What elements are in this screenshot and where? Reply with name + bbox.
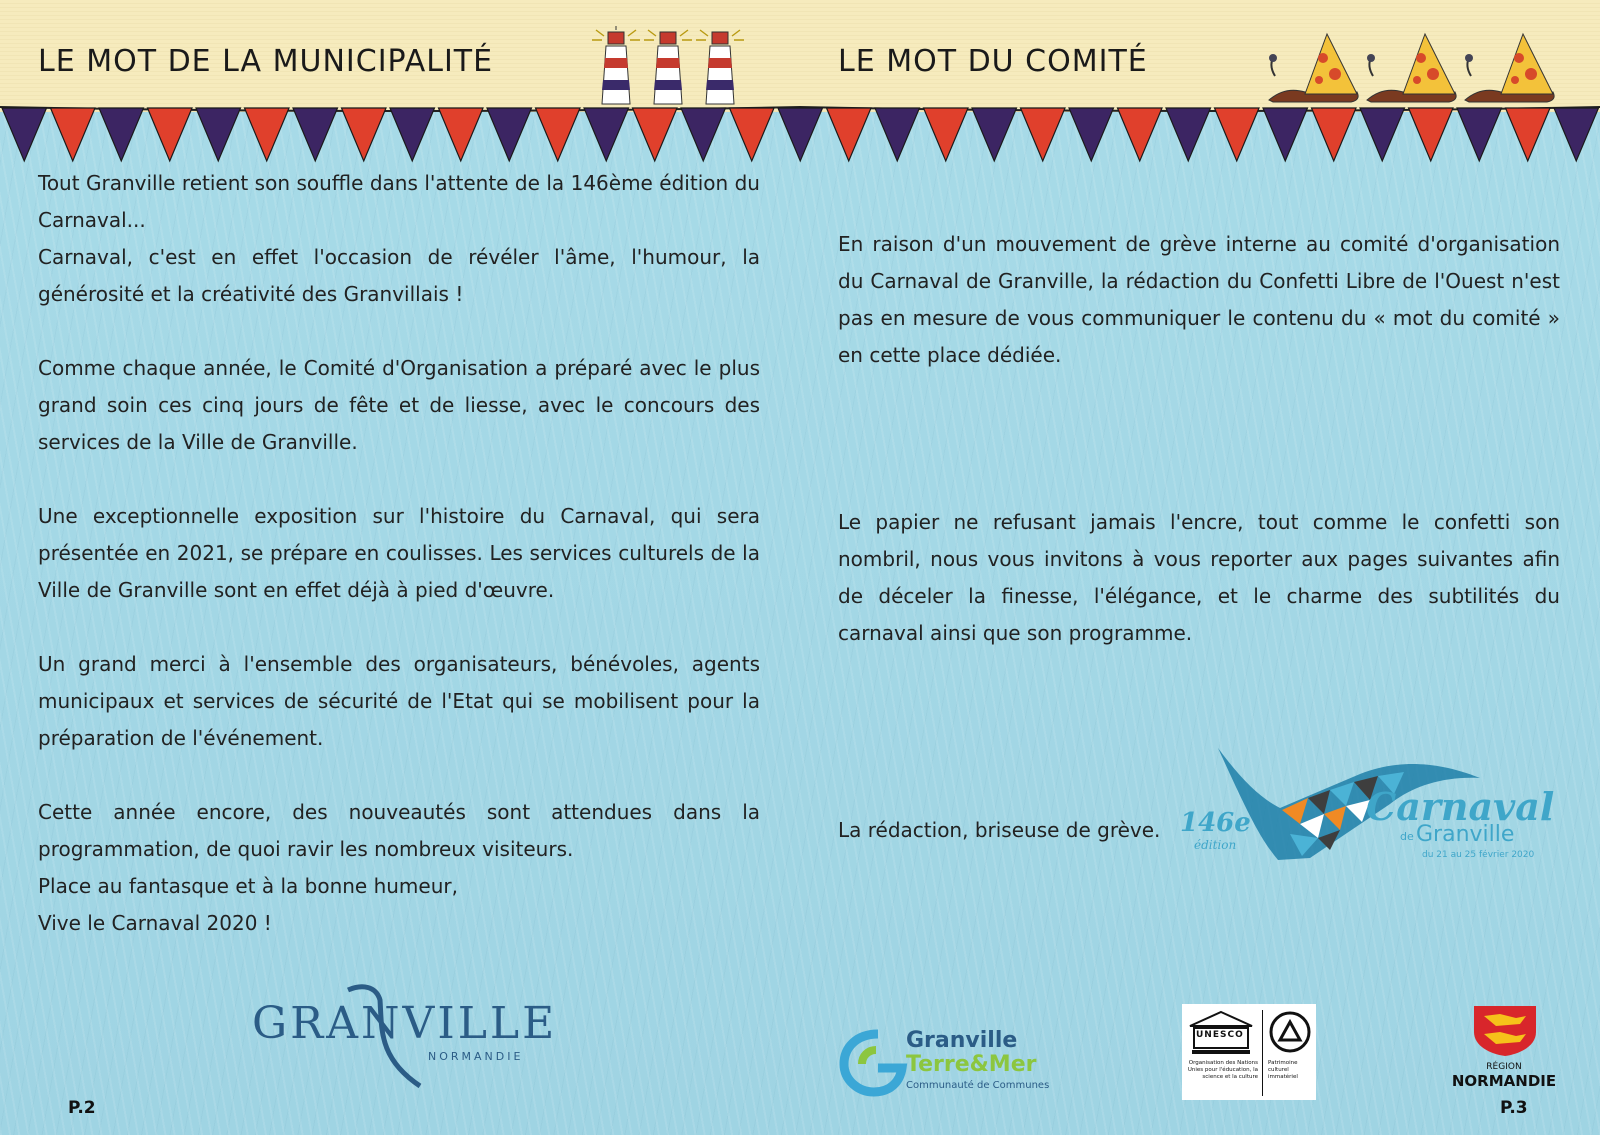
pennant-flag bbox=[1554, 108, 1599, 161]
pennant-flag bbox=[633, 108, 678, 161]
municipality-title: LE MOT DE LA MUNICIPALITÉ bbox=[38, 44, 494, 79]
pennant-flag bbox=[536, 108, 581, 161]
pennant-flag bbox=[778, 108, 823, 161]
gtm-logo bbox=[838, 1028, 1058, 1098]
gtm-line3: Communauté de Communes bbox=[906, 1080, 1050, 1091]
pennant-flag bbox=[2, 108, 47, 161]
unesco-acronym: UNESCO bbox=[1196, 1030, 1244, 1040]
bunting-garland bbox=[0, 103, 1600, 169]
pennant-flag bbox=[99, 108, 144, 161]
pennant-flag bbox=[51, 108, 96, 161]
paragraph: Cette année encore, des nouveautés sont attendues dans la programmation, de quoi ravir les nombreux visiteurs. bbox=[38, 800, 760, 861]
paragraph: Carnaval, c'est en effet l'occasion de révéler l'âme, l'humour, la générosité et la créativité des Granvillais ! bbox=[38, 245, 760, 306]
pennant-flag bbox=[1263, 108, 1308, 161]
paragraph: Comme chaque année, le Comité d'Organisation a préparé avec le plus grand soin ces cinq jours de fête et de liesse, avec le concours des services de la Ville de Granville. bbox=[38, 356, 760, 454]
pennant-flag bbox=[1118, 108, 1163, 161]
carnival-dates: du 21 au 25 février 2020 bbox=[1422, 850, 1535, 860]
pennant-flag bbox=[1021, 108, 1066, 161]
municipality-text bbox=[38, 165, 760, 942]
page-number-left: P.2 bbox=[68, 1098, 96, 1118]
paragraph: Place au fantasque et à la bonne humeur, bbox=[38, 874, 458, 898]
pennant-flag bbox=[924, 108, 969, 161]
pennant-flag bbox=[439, 108, 484, 161]
paragraph: Une exceptionnelle exposition sur l'histoire du Carnaval, qui sera présentée en 2021, se prépare en coulisses. Les services culturels de la Ville de Granville sont en effet déjà à pied d'œuvre. bbox=[38, 504, 760, 602]
committee-text-1 bbox=[838, 226, 1560, 374]
pennant-flag bbox=[1506, 108, 1551, 161]
signature: La rédaction, briseuse de grève. bbox=[838, 818, 1161, 842]
pennant-flag bbox=[342, 108, 387, 161]
normandy-lions-icon bbox=[1470, 1002, 1540, 1058]
pennant-flag bbox=[196, 108, 241, 161]
pennant-flag bbox=[972, 108, 1017, 161]
paragraph: Vive le Carnaval 2020 ! bbox=[38, 911, 272, 935]
ich-emblem-icon bbox=[1268, 1010, 1312, 1054]
lighthouse-icon bbox=[592, 26, 640, 104]
gtm-swirl-icon bbox=[838, 1028, 908, 1098]
snail-icons bbox=[1265, 14, 1565, 106]
pennant-flag bbox=[681, 108, 726, 161]
granville-logo-name: GRANVILLE bbox=[252, 998, 558, 1049]
snail-icon bbox=[1465, 34, 1554, 102]
ich-text: Patrimoine culturel immatériel bbox=[1268, 1060, 1298, 1080]
pennant-flag bbox=[1312, 108, 1357, 161]
pennant-flag bbox=[245, 108, 290, 161]
carnival-logo bbox=[1180, 748, 1555, 888]
pennant-flag bbox=[1457, 108, 1502, 161]
pennant-flag bbox=[1360, 108, 1405, 161]
pennant-flag bbox=[293, 108, 338, 161]
snail-icon bbox=[1269, 34, 1358, 102]
page-number-right: P.3 bbox=[1500, 1098, 1528, 1118]
committee-signature bbox=[838, 812, 1198, 849]
committee-title: LE MOT DU COMITÉ bbox=[838, 44, 1148, 79]
lighthouse-icon bbox=[644, 30, 692, 104]
pennant-flag bbox=[584, 108, 629, 161]
carnival-of: de bbox=[1400, 830, 1414, 843]
paragraph: Le papier ne refusant jamais l'encre, tout comme le confetti son nombril, nous vous invitons à vous reporter aux pages suivantes afin de déceler la finesse, l'élégance, et le charme des subtilités du carnaval ainsi que son programme. bbox=[838, 510, 1560, 645]
carnival-edition-sub: édition bbox=[1194, 838, 1237, 852]
pennant-flag bbox=[730, 108, 775, 161]
paragraph: En raison d'un mouvement de grève interne au comité d'organisation du Carnaval de Granville, la rédaction du Confetti Libre de l'Ouest n'est pas en mesure de vous communiquer le contenu du « mot du comité » en cette place dédiée. bbox=[838, 232, 1560, 367]
snail-icon bbox=[1367, 34, 1456, 102]
pennant-flag bbox=[487, 108, 532, 161]
carnival-edition: 146e bbox=[1180, 808, 1251, 838]
granville-logo-sub: NORMANDIE bbox=[428, 1050, 524, 1063]
pennant-flag bbox=[1166, 108, 1211, 161]
paragraph: Un grand merci à l'ensemble des organisateurs, bénévoles, agents municipaux et services de sécurité de l'Etat qui se mobilisent pour la préparation de l'événement. bbox=[38, 652, 760, 750]
pennant-flag bbox=[390, 108, 435, 161]
carnival-name: Carnaval bbox=[1366, 784, 1555, 829]
region-line1: RÉGION bbox=[1486, 1062, 1522, 1072]
region-line2: NORMANDIE bbox=[1451, 1072, 1557, 1090]
pennant-flag bbox=[1409, 108, 1454, 161]
unesco-logo bbox=[1182, 1004, 1316, 1100]
pennant-flag bbox=[1069, 108, 1114, 161]
pennant-flag bbox=[827, 108, 872, 161]
gtm-line2: Terre&Mer bbox=[906, 1052, 1037, 1077]
pennant-flag bbox=[875, 108, 920, 161]
carnival-city: Granville bbox=[1416, 822, 1515, 847]
region-normandie-logo bbox=[1440, 1002, 1568, 1098]
pennant-flag bbox=[148, 108, 193, 161]
unesco-divider bbox=[1262, 1010, 1263, 1096]
granville-logo bbox=[252, 978, 558, 1098]
paragraph: Tout Granville retient son souffle dans l'attente de la 146ème édition du Carnaval... bbox=[38, 171, 760, 232]
lighthouse-icon bbox=[696, 30, 744, 104]
unesco-text: Organisation des Nations Unies pour l'éducation, la science et la culture bbox=[1187, 1060, 1258, 1080]
committee-text-2 bbox=[838, 504, 1560, 652]
lighthouse-icons bbox=[590, 26, 750, 108]
pennant-flag bbox=[1215, 108, 1260, 161]
gtm-line1: Granville bbox=[906, 1028, 1018, 1053]
